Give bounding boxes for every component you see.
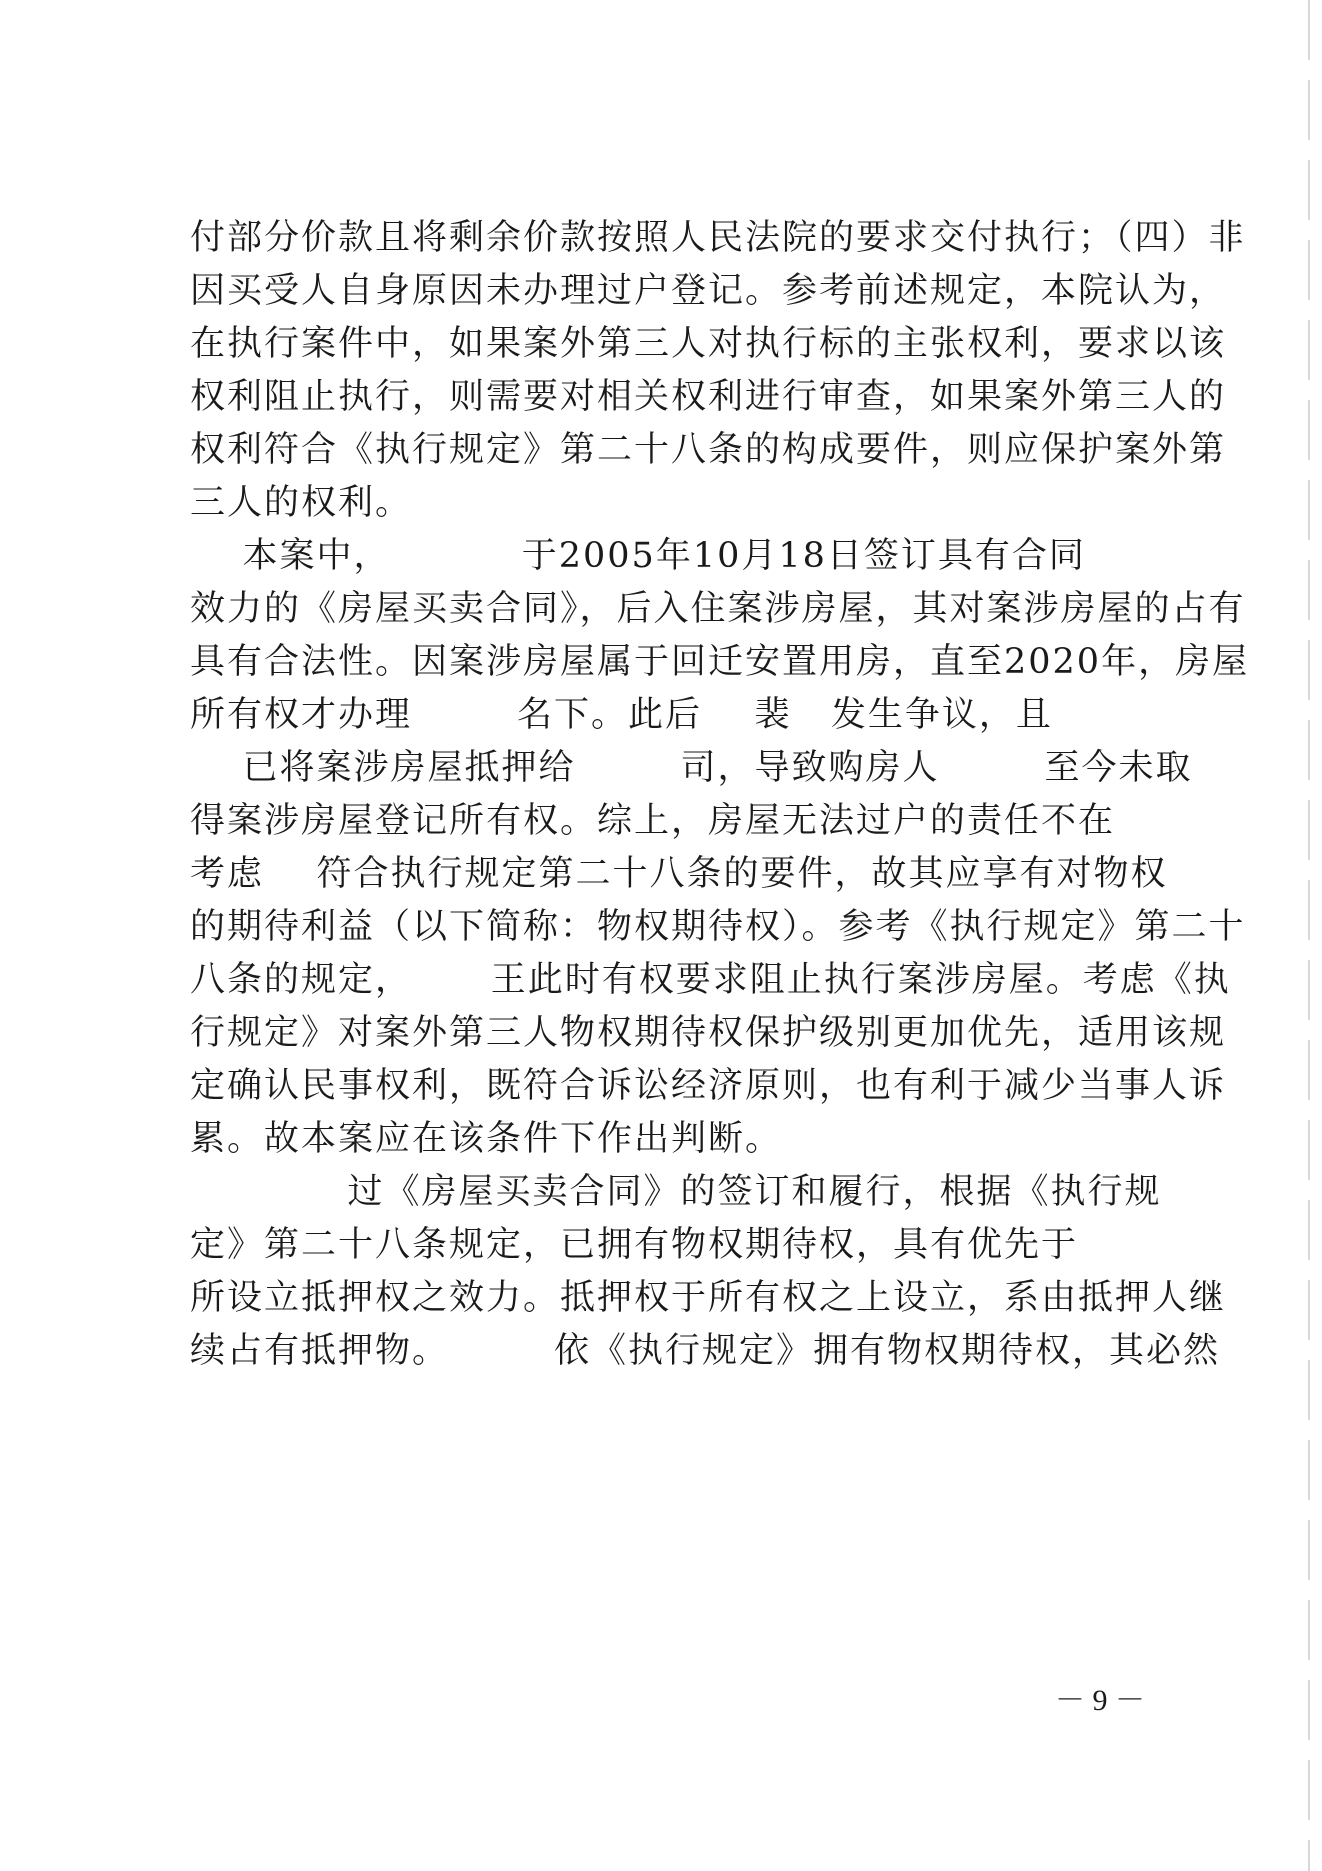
text-line: 三人的权利。 [190,483,413,523]
text-line: 已将案涉房屋抵押给 司，导致购房人 至今未取 [190,748,1193,788]
text-line: 八条的规定， 王此时有权要求阻止执行案涉房屋。考虑《执 [190,960,1231,1000]
text-line: 得案涉房屋登记所有权。综上，房屋无法过户的责任不在 [190,801,1116,841]
text-line: 所有权才办理 名下。此后 裴 发生争议，且 [190,695,1053,735]
text-line: 考虑 符合执行规定第二十八条的要件，故其应享有对物权 [190,854,1168,894]
text-line: 续占有抵押物。 依《执行规定》拥有物权期待权，其必然 [190,1331,1221,1371]
text-line: 累。故本案应在该条件下作出判断。 [190,1119,783,1159]
text-line: 过《房屋买卖合同》的签订和履行，根据《执行规 [190,1172,1162,1212]
text-line: 因买受人自身原因未办理过户登记。参考前述规定，本院认为， [190,271,1227,311]
text-line: 具有合法性。因案涉房屋属于回迁安置用房，直至2020年，房屋 [190,642,1250,682]
text-line: 所设立抵押权之效力。抵押权于所有权之上设立，系由抵押人继 [190,1278,1227,1318]
text-line: 权利阻止执行，则需要对相关权利进行审查，如果案外第三人的 [190,377,1227,417]
text-line: 效力的《房屋买卖合同》，后入住案涉房屋，其对案涉房屋的占有 [190,589,1246,629]
text-line: 付部分价款且将剩余价款按照人民法院的要求交付执行；（四）非 [190,218,1246,258]
text-line: 的期待利益（以下简称：物权期待权）。参考《执行规定》第二十 [190,907,1246,947]
text-line: 定确认民事权利，既符合诉讼经济原则，也有利于减少当事人诉 [190,1066,1227,1106]
page-number: － 9 － [1055,1684,1145,1717]
text-line: 本案中， 于2005年10月18日签订具有合同 [190,536,1086,576]
text-line: 定》第二十八条规定，已拥有物权期待权，具有优先于 [190,1225,1079,1265]
scan-edge-mark [1308,0,1310,1871]
text-line: 行规定》对案外第三人物权期待权保护级别更加优先，适用该规 [190,1013,1227,1053]
text-line: 在执行案件中，如果案外第三人对执行标的主张权利，要求以该 [190,324,1227,364]
text-line: 权利符合《执行规定》第二十八条的构成要件，则应保护案外第 [190,430,1227,470]
